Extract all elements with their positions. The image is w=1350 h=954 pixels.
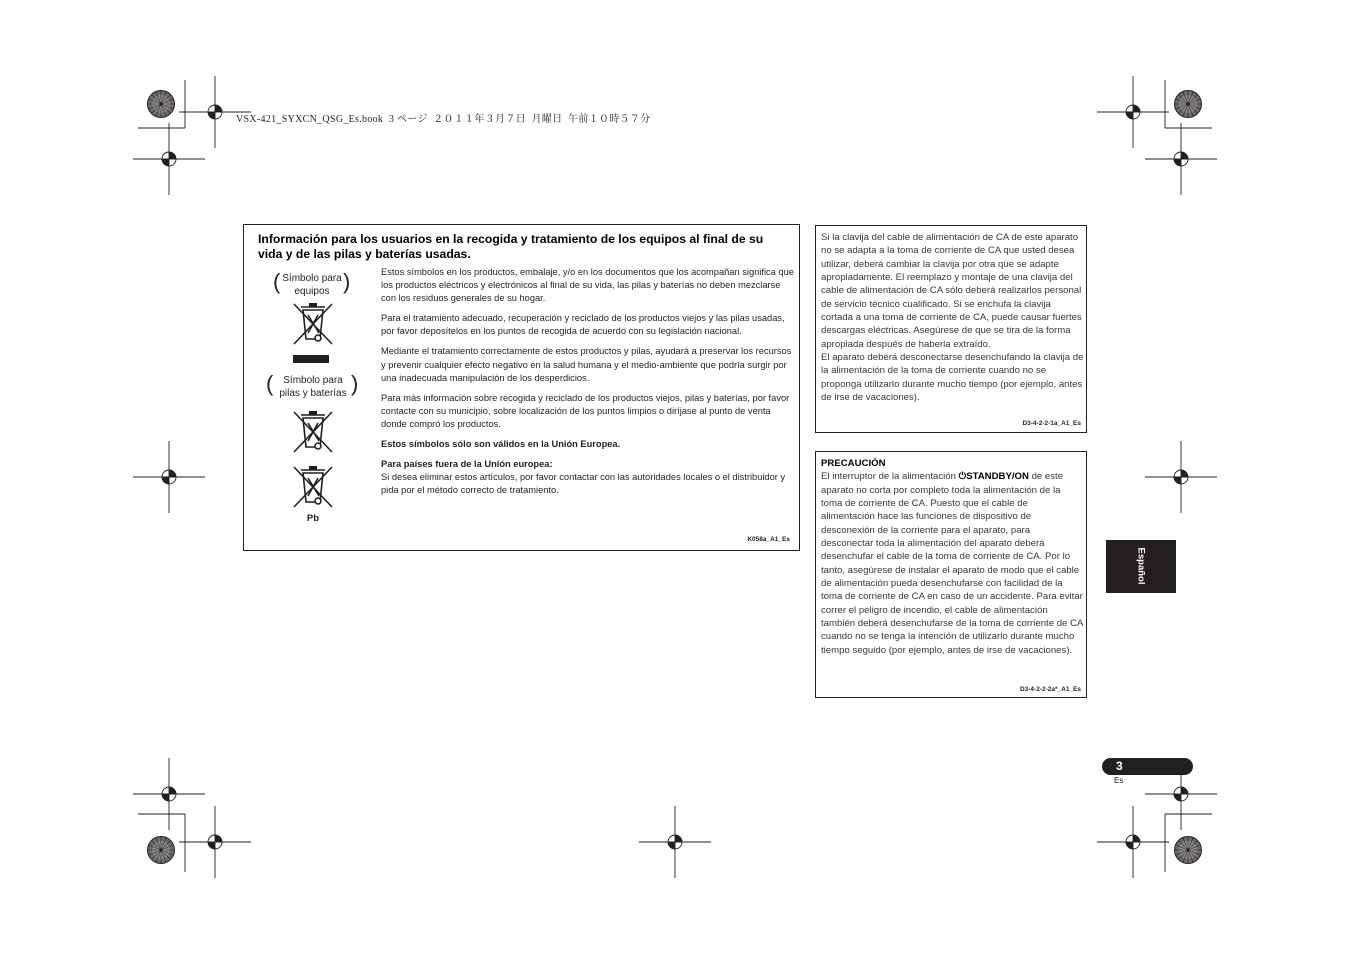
outside-eu-text: Si desea eliminar estos artículos, por favor contactar con las autoridades locales o el distribuidor y pida por el método correcto de tratamiento. bbox=[381, 472, 786, 496]
page-number: 3 bbox=[1116, 759, 1123, 773]
caution-box-code: D3-4-2-2-2a*_A1_Es bbox=[1019, 686, 1081, 693]
eu-valid-note: Estos símbolos sólo son válidos en la Unión Europea. bbox=[381, 439, 621, 450]
plug-box-code: D3-4-2-2-1a_A1_Es bbox=[1022, 420, 1081, 427]
standby-power-icon: ⏻ bbox=[958, 471, 967, 483]
paren-right-icon: ) bbox=[343, 269, 351, 294]
paren-left-icon: ( bbox=[273, 269, 281, 294]
outside-eu-heading: Para países fuera de la Unión europea: bbox=[381, 459, 553, 470]
caution-text-after: de este aparato no corta por completo toda la alimentación de la toma de corriente de CA. Puesto que el cable de alimentación hace las funciones de dispositivo de desconexión de la corriente para el aparato, para desconectar toda la alimentación del aparato deberá desenchufar el cable de la toma de corriente de CA. Por lo tanto, asegúrese de instalar el aparato de modo que el cable de alimentación pueda desenchufarse con facilidad de la toma de corriente de CA en caso de un accidente. Para evitar correr el peligro de incendio, el cable de alimentación también deberá desenchufarse de la toma de corriente de CA cuando no se tenga la intención de utilizarlo durante mucho tiempo seguido (por ejemplo, antes de irse de vacaciones). bbox=[821, 471, 1083, 656]
disposal-paragraph: Mediante el tratamiento correctamente de estos productos y pilas, ayudará a preservar los recursos y prevenir cualquier efecto negativo en la salud humana y el medio-ambiente que podría surgir por una inadecuada manipulación de los desperdicios. bbox=[381, 346, 792, 383]
caution-box bbox=[815, 451, 1087, 698]
plug-info-paragraph: El aparato deberá desconectarse desenchufando la clavija de la alimentación de la toma de corriente cuando no se proponga utilizarlo durante mucho tiempo (por ejemplo, antes de irse de vacaciones). bbox=[821, 352, 1084, 404]
disposal-paragraph: Para el tratamiento adecuado, recuperación y reciclado de los productos viejos y las pilas usadas, por favor deposítelos en los puntos de recogida de acuerdo con su legislación nacional. bbox=[381, 313, 785, 337]
crossed-bin-pb-icon bbox=[291, 464, 335, 512]
symbol-battery-label-line1: Símbolo para bbox=[283, 375, 343, 386]
symbol-equipment-label-line2: equipos bbox=[294, 286, 330, 297]
language-side-tab bbox=[1106, 540, 1176, 593]
disposal-box-code: K058a_A1_Es bbox=[747, 536, 790, 543]
disposal-paragraph: Para más información sobre recogida y reciclado de los productos viejos, pilas y baterías, por favor contacte con su municipio, sobre localización de los puntos limpios o diríjase al punto de venta donde compró los productos. bbox=[381, 392, 790, 429]
paren-right-icon: ) bbox=[351, 371, 359, 396]
disposal-info-title: Información para los usuarios en la recogida y tratamiento de los equipos al final de su vida y de las pilas y baterías usadas. bbox=[258, 232, 764, 261]
caution-heading: PRECAUCIÓN bbox=[821, 458, 886, 469]
pb-label: Pb bbox=[306, 513, 320, 524]
book-header-line: VSX-421_SYXCN_QSG_Es.book 3 ページ ２０１１年３月７日 月曜日 午前１０時５７分 bbox=[236, 114, 651, 125]
caution-text bbox=[821, 457, 1084, 657]
symbol-column bbox=[244, 225, 384, 545]
page-number-pill bbox=[1102, 758, 1193, 775]
plug-info-text bbox=[821, 231, 1084, 404]
symbol-battery-label bbox=[271, 374, 355, 400]
caution-text-before: El interruptor de la alimentación bbox=[821, 471, 959, 483]
disposal-info-box bbox=[243, 224, 800, 551]
symbol-equipment-label-line1: Símbolo para bbox=[282, 273, 342, 284]
disposal-paragraph: Estos símbolos en los productos, embalaje, y/o en los documentos que los acompañan significa que los productos eléctricos y electrónicos al final de su vida, las pilas y baterías no deben mezclarse con los residuos generales de su hogar. bbox=[381, 267, 794, 304]
plug-info-box bbox=[815, 225, 1087, 433]
symbol-equipment-label bbox=[277, 272, 347, 298]
paren-left-icon: ( bbox=[266, 371, 274, 396]
plug-info-paragraph: Si la clavija del cable de alimentación de CA de este aparato no se adapta a la toma de corriente de CA que usted desea utilizar, deberá cambiar la clavija por otra que se adapte apropiadamente. El reemplazo y montaje de una clavija del cable de alimentación de CA sólo deberá realizarlos personal de servicio técnico cualificado. Si se enchufa la clavija cortada a una toma de corriente de CA, puede causar fuertes descargas eléctricas. Asegúrese de que se tira de la forma apropiada después de haberla extraído. bbox=[821, 232, 1082, 350]
symbol-battery-label-line2: pilas y baterías bbox=[279, 388, 347, 399]
standby-on-label: STANDBY/ON bbox=[966, 471, 1029, 483]
language-tab-label: Español bbox=[1135, 547, 1147, 585]
page-language-code: Es bbox=[1114, 776, 1124, 785]
crossed-bin-battery-icon bbox=[291, 409, 335, 457]
disposal-info-text bbox=[381, 266, 794, 504]
crossed-bin-with-bar-icon bbox=[291, 301, 335, 365]
